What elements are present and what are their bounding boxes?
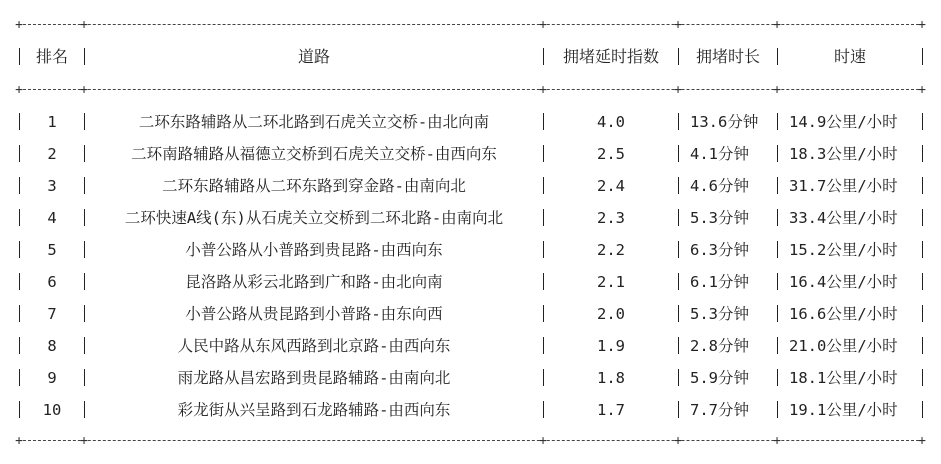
cell-congestion-index: 1.8 — [597, 369, 625, 387]
cell-congestion-duration: 5.9分钟 — [690, 369, 749, 387]
cell-rank: 4 — [47, 209, 57, 227]
table-row — [0, 268, 941, 296]
cell-congestion-index: 2.2 — [597, 241, 625, 259]
cell-congestion-index: 4.0 — [597, 113, 625, 131]
table-corner-marker: + — [15, 82, 23, 97]
cell-congestion-duration: 4.6分钟 — [690, 177, 749, 195]
table-corner-marker: + — [15, 17, 23, 32]
table-corner-marker: + — [80, 433, 88, 448]
cell-road: 二环东路辅路从二环东路到穿金路-由南向北 — [162, 177, 466, 195]
cell-rank: 1 — [47, 113, 57, 131]
cell-rank: 3 — [47, 177, 57, 195]
table-corner-marker: + — [674, 17, 682, 32]
cell-congestion-index: 2.5 — [597, 145, 625, 163]
cell-congestion-index: 2.4 — [597, 177, 625, 195]
cell-congestion-duration: 4.1分钟 — [690, 145, 749, 163]
table-row — [0, 140, 941, 168]
cell-congestion-duration: 6.3分钟 — [690, 241, 749, 259]
cell-congestion-index: 2.3 — [597, 209, 625, 227]
table-corner-marker: + — [80, 17, 88, 32]
cell-road: 昆洛路从彩云北路到广和路-由北向南 — [185, 273, 443, 291]
cell-congestion-index: 1.9 — [597, 337, 625, 355]
table-corner-marker: + — [539, 82, 547, 97]
header-rank: 排名 — [35, 47, 68, 66]
header-speed: 时速 — [833, 47, 866, 66]
table-row — [0, 108, 941, 136]
table-corner-marker: + — [918, 82, 926, 97]
table-corner-marker: + — [674, 433, 682, 448]
cell-speed: 15.2公里/小时 — [789, 241, 898, 259]
table-top-border — [18, 24, 924, 25]
cell-speed: 16.6公里/小时 — [789, 305, 898, 323]
cell-rank: 7 — [47, 305, 57, 323]
cell-speed: 31.7公里/小时 — [789, 177, 898, 195]
cell-congestion-duration: 13.6分钟 — [690, 113, 759, 131]
cell-road: 二环南路辅路从福德立交桥到石虎关立交桥-由西向东 — [131, 145, 497, 163]
cell-rank: 8 — [47, 337, 57, 355]
cell-congestion-duration: 7.7分钟 — [690, 401, 749, 419]
cell-rank: 2 — [47, 145, 57, 163]
table-corner-marker: + — [773, 433, 781, 448]
cell-road: 小普公路从小普路到贵昆路-由西向东 — [185, 241, 443, 259]
table-row — [0, 172, 941, 200]
cell-rank: 10 — [42, 401, 62, 419]
cell-congestion-duration: 6.1分钟 — [690, 273, 749, 291]
table-row — [0, 396, 941, 424]
table-header-separator — [18, 89, 924, 90]
table-corner-marker: + — [80, 82, 88, 97]
cell-congestion-index: 1.7 — [597, 401, 625, 419]
table-bottom-border — [18, 440, 924, 441]
table-row — [0, 300, 941, 328]
table-row — [0, 332, 941, 360]
table-corner-marker: + — [539, 433, 547, 448]
header-congestion-index: 拥堵延时指数 — [562, 47, 659, 66]
cell-speed: 19.1公里/小时 — [789, 401, 898, 419]
cell-rank: 9 — [47, 369, 57, 387]
cell-road: 彩龙街从兴呈路到石龙路辅路-由西向东 — [177, 401, 451, 419]
cell-speed: 21.0公里/小时 — [789, 337, 898, 355]
header-road: 道路 — [297, 47, 330, 66]
cell-speed: 33.4公里/小时 — [789, 209, 898, 227]
cell-speed: 18.1公里/小时 — [789, 369, 898, 387]
table-corner-marker: + — [918, 433, 926, 448]
cell-road: 雨龙路从昌宏路到贵昆路辅路-由南向北 — [177, 369, 451, 387]
cell-rank: 6 — [47, 273, 57, 291]
cell-road: 二环快速A线(东)从石虎关立交桥到二环北路-由南向北 — [124, 209, 504, 227]
table-corner-marker: + — [773, 82, 781, 97]
table-row — [0, 364, 941, 392]
table-corner-marker: + — [918, 17, 926, 32]
cell-road: 人民中路从东风西路到北京路-由西向东 — [177, 337, 451, 355]
table-corner-marker: + — [674, 82, 682, 97]
cell-congestion-duration: 2.8分钟 — [690, 337, 749, 355]
cell-congestion-index: 2.1 — [597, 273, 625, 291]
cell-congestion-duration: 5.3分钟 — [690, 209, 749, 227]
cell-rank: 5 — [47, 241, 57, 259]
table-row — [0, 236, 941, 264]
cell-road: 二环东路辅路从二环北路到石虎关立交桥-由北向南 — [138, 113, 490, 131]
table-header-row — [0, 43, 941, 71]
table-corner-marker: + — [15, 433, 23, 448]
cell-congestion-duration: 5.3分钟 — [690, 305, 749, 323]
cell-speed: 18.3公里/小时 — [789, 145, 898, 163]
column-divider — [922, 48, 923, 65]
table-corner-marker: + — [539, 17, 547, 32]
cell-road: 小普公路从贵昆路到小普路-由东向西 — [185, 305, 443, 323]
cell-speed: 14.9公里/小时 — [789, 113, 898, 131]
table-row — [0, 204, 941, 232]
cell-congestion-index: 2.0 — [597, 305, 625, 323]
header-congestion-duration: 拥堵时长 — [695, 47, 760, 66]
cell-speed: 16.4公里/小时 — [789, 273, 898, 291]
table-corner-marker: + — [773, 17, 781, 32]
